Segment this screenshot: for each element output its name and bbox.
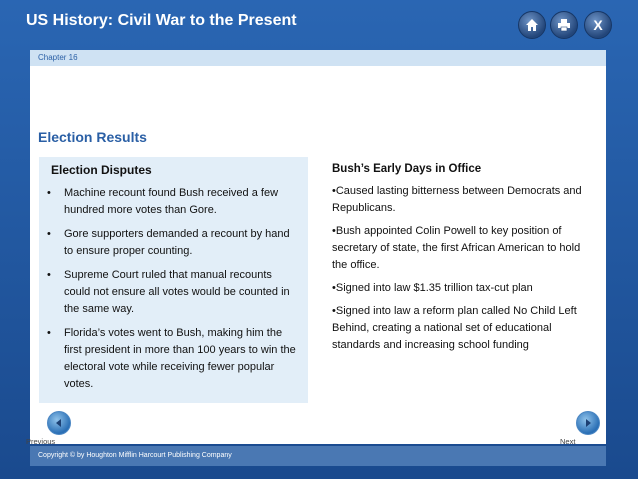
next-button[interactable] bbox=[576, 411, 600, 435]
election-disputes-list bbox=[45, 185, 300, 400]
arrow-left-icon bbox=[54, 418, 64, 428]
election-disputes-box bbox=[39, 157, 308, 403]
list-item: •Signed into law a reform plan called No Child Left Behind, creating a national set of educational standards and increasing school funding bbox=[332, 305, 577, 351]
list-item-text: Florida’s votes went to Bush, making him the first president in more than 100 years to win the electoral vote while receiving fewer popular votes. bbox=[64, 327, 296, 390]
list-item bbox=[45, 226, 300, 260]
chapter-label: Chapter 16 bbox=[38, 53, 78, 62]
footer bbox=[30, 446, 606, 466]
bullet: • bbox=[47, 269, 51, 281]
list-item-text: Supreme Court ruled that manual recounts could not ensure all votes would be counted in the same way. bbox=[64, 269, 290, 315]
list-item: •Signed into law $1.35 trillion tax-cut plan bbox=[332, 282, 533, 294]
next-label[interactable]: Next bbox=[560, 437, 576, 446]
section-title: Election Results bbox=[38, 129, 147, 145]
list-item bbox=[45, 325, 300, 393]
list-item: •Caused lasting bitterness between Democrats and Republicans. bbox=[332, 185, 582, 214]
right-box-heading: Bush’s Early Days in Office bbox=[332, 163, 482, 175]
list-item bbox=[45, 267, 300, 318]
bush-early-days-box bbox=[332, 163, 594, 360]
home-button[interactable] bbox=[518, 11, 546, 39]
bullet: • bbox=[47, 228, 51, 240]
copyright-text: Copyright © by Houghton Mifflin Harcourt Publishing Company bbox=[38, 452, 232, 459]
left-box-heading: Election Disputes bbox=[51, 163, 152, 177]
list-item bbox=[45, 185, 300, 219]
close-icon: X bbox=[593, 17, 603, 33]
print-icon bbox=[557, 18, 571, 32]
home-icon bbox=[525, 18, 539, 32]
arrow-right-icon bbox=[583, 418, 593, 428]
app-title: US History: Civil War to the Present bbox=[26, 12, 297, 29]
previous-label[interactable]: Previous bbox=[26, 437, 56, 446]
chapter-bar bbox=[30, 50, 606, 67]
list-item: •Bush appointed Colin Powell to key position of secretary of state, the first African American to hold the office. bbox=[332, 225, 581, 271]
previous-button[interactable] bbox=[47, 411, 71, 435]
list-item-text: Machine recount found Bush received a few hundred more votes than Gore. bbox=[64, 187, 279, 216]
close-button[interactable] bbox=[584, 11, 612, 39]
print-button[interactable] bbox=[550, 11, 578, 39]
bullet: • bbox=[47, 327, 51, 339]
bullet: • bbox=[47, 187, 51, 199]
list-item-text: Gore supporters demanded a recount by hand to ensure proper counting. bbox=[64, 228, 290, 257]
